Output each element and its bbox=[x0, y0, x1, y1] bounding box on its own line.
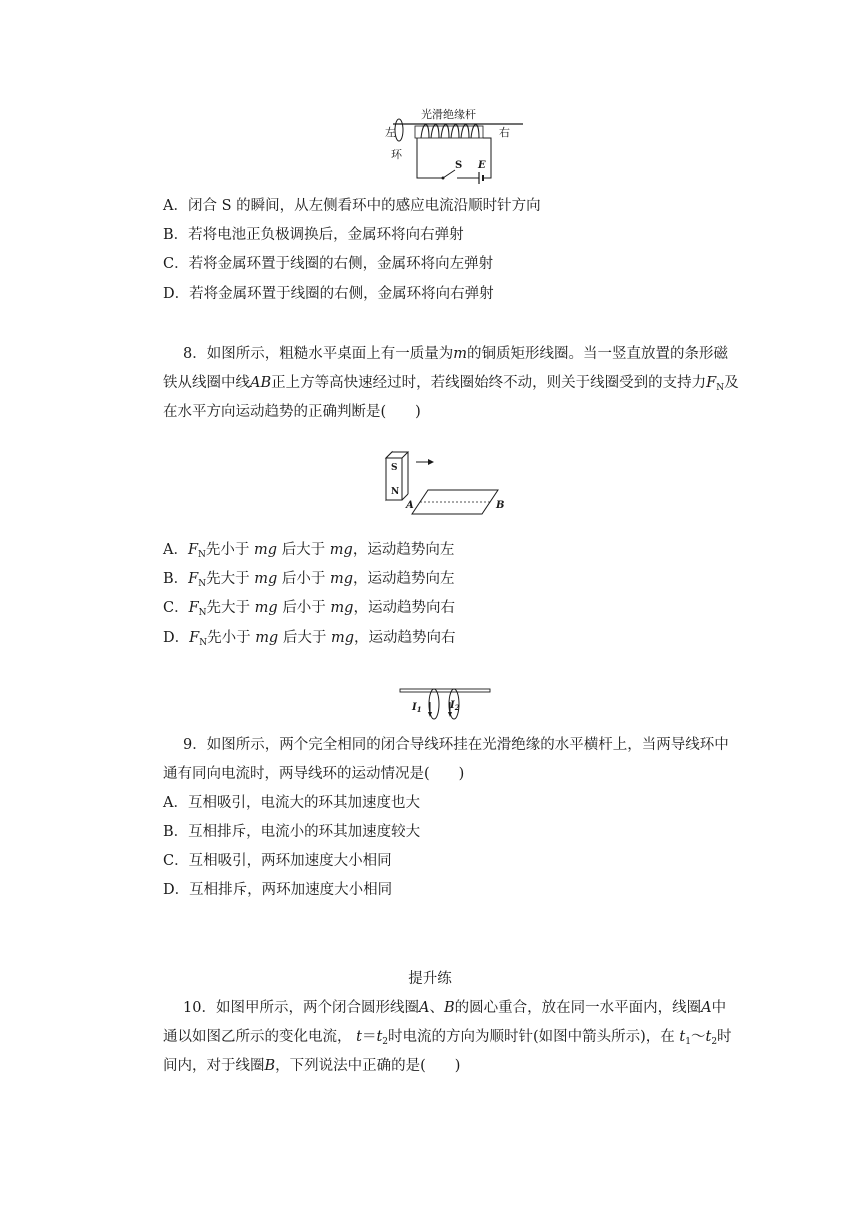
q9-option-c: C．互相吸引，两环加速度大小相同 bbox=[163, 853, 392, 869]
switch-label: S bbox=[455, 160, 463, 171]
current-i1-label: $I_1$ bbox=[412, 702, 422, 714]
q8-line-1: 8．如图所示，粗糙水平桌面上有一质量为m的铜质矩形线圈。当一竖直放置的条形磁 bbox=[183, 346, 728, 362]
left-label: 左 bbox=[385, 126, 396, 139]
battery-label: E bbox=[478, 160, 486, 171]
q10-line-3: 间内，对于线圈B，下列说法中正确的是( ) bbox=[163, 1058, 461, 1074]
rod-label: 光滑绝缘杆 bbox=[421, 108, 476, 121]
q8-line-2: 铁从线圈中线AB正上方等高快速经过时，若线圈始终不动，则关于线圈受到的支持力$F_N$及 bbox=[163, 375, 739, 393]
section-title: 提升练 bbox=[408, 971, 452, 987]
q8-line-3: 在水平方向运动趋势的正确判断是( ) bbox=[163, 404, 421, 420]
q9-line-1: 9．如图所示，两个完全相同的闭合导线环挂在光滑绝缘的水平横杆上，当两导线环中 bbox=[183, 737, 729, 753]
q8-option-c: C．$F_N$先大于 mg 后小于 mg，运动趋势向右 bbox=[163, 600, 455, 618]
q10-line-1: 10．如图甲所示，两个闭合圆形线圈A、B的圆心重合，放在同一水平面内，线圈A中 bbox=[183, 1000, 727, 1016]
q8-option-a: A．$F_N$先小于 mg 后大于 mg，运动趋势向左 bbox=[163, 542, 455, 560]
q8-option-d: D．$F_N$先小于 mg 后大于 mg，运动趋势向右 bbox=[163, 630, 456, 648]
point-a-label: A bbox=[406, 500, 414, 511]
solenoid-ring-figure bbox=[385, 104, 525, 190]
q9-option-a: A．互相吸引，电流大的环其加速度也大 bbox=[163, 795, 420, 811]
q9-option-b: B．互相排斥，电流小的环其加速度较大 bbox=[163, 824, 421, 840]
right-label: 右 bbox=[499, 126, 510, 139]
q8-option-b: B．$F_N$先大于 mg 后小于 mg，运动趋势向左 bbox=[163, 571, 455, 589]
ring-label: 环 bbox=[391, 148, 402, 161]
q7-option-d: D．若将金属环置于线圈的右侧，金属环将向右弹射 bbox=[163, 286, 494, 302]
current-i2-label: $I_2$ bbox=[450, 700, 460, 712]
q9-line-2: 通有同向电流时，两导线环的运动情况是( ) bbox=[163, 766, 465, 782]
magnet-s-label: S bbox=[391, 463, 398, 473]
q10-line-2: 通以如图乙所示的变化电流， $t=t_2$时电流的方向为顺时针(如图中箭头所示)，在 $t_1\sim t_2$时 bbox=[163, 1029, 732, 1047]
q7-option-b: B．若将电池正负极调换后，金属环将向右弹射 bbox=[163, 227, 464, 243]
q7-option-a: A．闭合 S 的瞬间，从左侧看环中的感应电流沿顺时针方向 bbox=[163, 198, 541, 214]
point-b-label: B bbox=[496, 500, 505, 511]
q9-option-d: D．互相排斥，两环加速度大小相同 bbox=[163, 882, 393, 898]
two-rings-figure bbox=[398, 684, 492, 724]
q7-option-c: C．若将金属环置于线圈的右侧，金属环将向左弹射 bbox=[163, 256, 494, 272]
magnet-coil-figure bbox=[372, 440, 512, 516]
magnet-n-label: N bbox=[391, 487, 400, 497]
